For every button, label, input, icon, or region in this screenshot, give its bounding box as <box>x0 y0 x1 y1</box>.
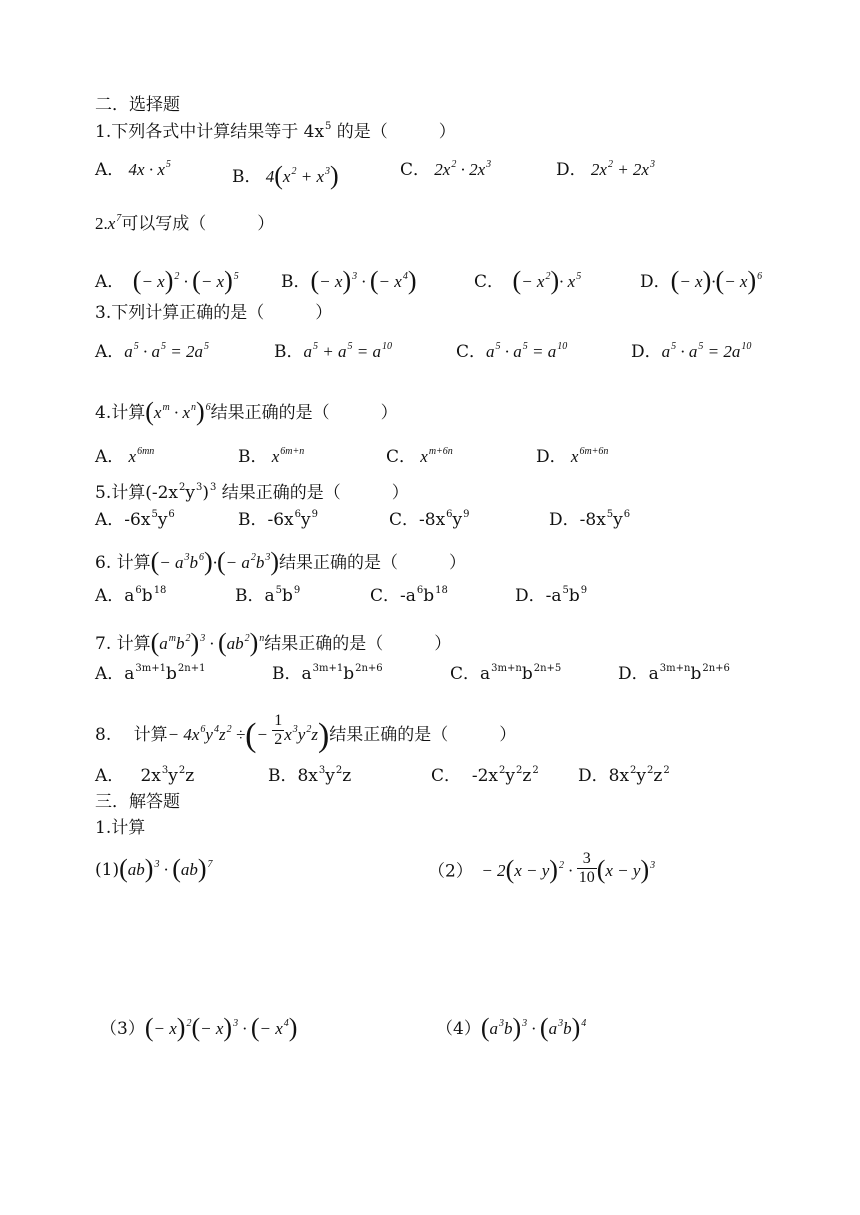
q5-option-d: D．$-8x^5y^6$ <box>549 509 631 530</box>
q6-option-b: B．$a^5b^9$ <box>235 585 301 606</box>
q6-option-c: C．$-a^6b^{18}$ <box>370 585 448 606</box>
q4-option-c: C． $x^{m+6n}$ <box>386 446 453 467</box>
q2-option-c: C． (− $x^2)\cdot x^5$ <box>474 266 582 295</box>
q5-option-b: B．$-6x^6y^9$ <box>238 509 318 530</box>
q7-option-c: C．$a^{3m+n}b^{2n+5}$ <box>450 663 562 684</box>
q6-option-d: D．$-a^5b^9$ <box>515 585 588 606</box>
q1-option-d: D． $2x^2 + 2x^3$ <box>556 159 655 180</box>
q6-option-a: A．$a^6b^{18}$ <box>95 585 167 606</box>
q4-option-b: B． $x^{6m+n}$ <box>238 446 305 467</box>
calc-title: 1.计算 <box>95 818 146 838</box>
q7-option-a: A．$a^{3m+1}b^{2n+1}$ <box>95 663 206 684</box>
q1-option-a: A． $4x \cdot x^5$ <box>95 159 171 180</box>
question-5-stem: 5.计算$(-2x^2y^3)^3$ 结果正确的是（ ） <box>95 482 409 503</box>
q4-option-d: D． $x^{6m+6n}$ <box>536 446 609 467</box>
q3-option-b: B．$a^5 + a^5 = a^{10}$ <box>274 341 392 362</box>
question-4-stem: 4.计算$(x^m \cdot x^n)^6$结果正确的是（ ） <box>95 397 398 426</box>
question-1-stem: 1.下列各式中计算结果等于 $4x^5$ 的是（ ） <box>95 121 456 142</box>
question-7-stem: 7. 计算$(a^mb^2)^3 \cdot (ab^2)^n$结果正确的是（ ） <box>95 628 452 657</box>
calc-problem-2: $(2) - 2(x - y)^2$ · $\frac{3}{10}$ $(x - y)^3$ <box>428 850 656 886</box>
section-title-answer: 三．解答题 <box>95 792 180 812</box>
q4-option-a: A． $x^{6mn}$ <box>95 446 155 467</box>
question-3-stem: 3.下列计算正确的是（ ） <box>95 303 333 323</box>
section-title-choice: 二．选择题 <box>95 95 180 115</box>
q8-option-d: D．$8x^2y^2z^2$ <box>578 765 670 786</box>
q8-option-c: C． $-2x^2y^2z^2$ <box>431 765 539 786</box>
q8-option-a: A． $2x^3y^2z$ <box>95 765 195 786</box>
q2-option-d: D．(− $x)\cdot(- x)^6$ <box>640 266 763 295</box>
q1-option-b: B． $4(x^2 + x^3)$ <box>232 161 339 190</box>
calc-problem-4: $(4)(a^3b)^3 \cdot (a^3b)^4$ <box>436 1013 587 1042</box>
q8-option-b: B．$8x^3y^2z$ <box>268 765 352 786</box>
q1-option-c: C． $2x^2 \cdot 2x^3$ <box>400 159 492 180</box>
q3-option-c: C．$a^5 \cdot a^5 = a^{10}$ <box>456 341 568 362</box>
q2-option-b: B．(− x)$^3$ · (− $x^4$) <box>281 266 417 295</box>
q5-option-c: C．$-8x^6y^9$ <box>389 509 470 530</box>
q5-option-a: A．$-6x^5y^6$ <box>95 509 175 530</box>
q7-option-b: B．$a^{3m+1}b^{2n+6}$ <box>272 663 383 684</box>
question-2-stem: $2.x^7$可以写成（ ） <box>95 213 275 234</box>
calc-problem-3: $(3)(- x)^2(- x)^3$ · (− $x^4$) <box>100 1013 298 1042</box>
q3-option-d: D．$a^5 \cdot a^5 = 2a^{10}$ <box>631 341 752 362</box>
q3-option-a: A．$a^5 \cdot a^5 = 2a^5$ <box>95 341 210 362</box>
q7-option-d: D．$a^{3m+n}b^{2n+6}$ <box>618 663 730 684</box>
q2-option-a: A． (− x)$^2$ · (− x)$^5$ <box>95 266 239 295</box>
calc-problem-1: (1)(ab)$^3$ · (ab)$^7$ <box>95 854 213 883</box>
question-6-stem: 6. 计算(− $a^3b^6)\cdot(- a^2b^3)$结果正确的是（ ） <box>95 547 467 576</box>
question-8-stem: 8. 计算− $4x^6y^4z^2$ ÷(− $\frac{1}{2}$ $x^3y^2z$)结果正确的是（ ） <box>95 711 517 754</box>
